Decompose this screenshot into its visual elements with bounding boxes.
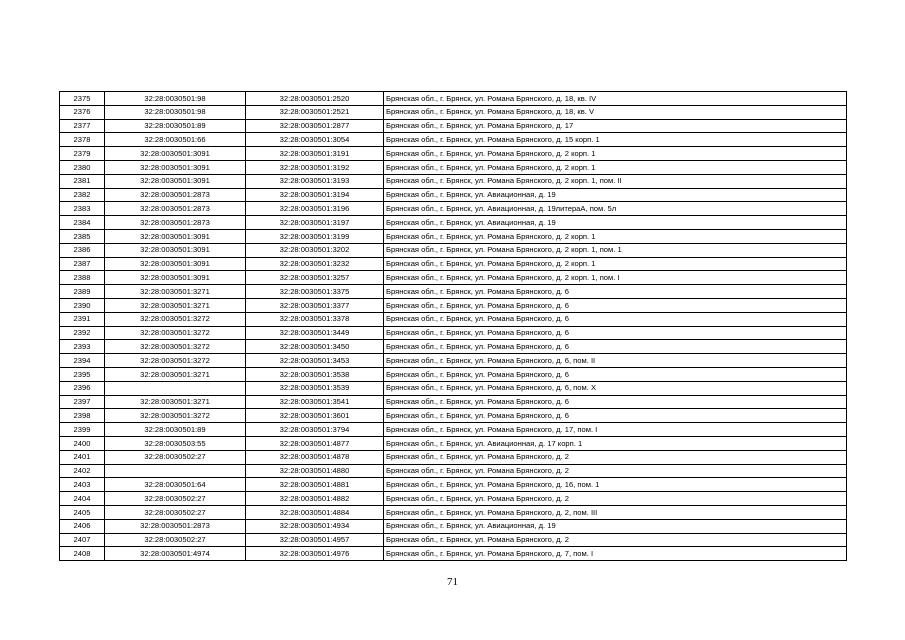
row-number-cell: 2392 (60, 326, 105, 340)
table-row (60, 450, 847, 464)
address-cell: Брянская обл., г. Брянск, ул. Романа Брянского, д. 6 (384, 409, 847, 423)
parcel-number-cell: 32:28:0030501:4974 (105, 547, 246, 561)
object-number-cell: 32:28:0030501:3377 (246, 298, 384, 312)
table-row (60, 188, 847, 202)
address-cell: Брянская обл., г. Брянск, ул. Романа Брянского, д. 16, пом. 1 (384, 478, 847, 492)
object-number-cell: 32:28:0030501:3539 (246, 381, 384, 395)
parcel-number-cell: 32:28:0030501:3272 (105, 326, 246, 340)
object-number-cell: 32:28:0030501:3257 (246, 271, 384, 285)
parcel-number-cell: 32:28:0030501:3091 (105, 271, 246, 285)
table-row (60, 519, 847, 533)
table-row (60, 298, 847, 312)
parcel-number-cell: 32:28:0030501:3271 (105, 285, 246, 299)
row-number-cell: 2386 (60, 243, 105, 257)
table-row (60, 395, 847, 409)
row-number-cell: 2406 (60, 519, 105, 533)
table-row (60, 229, 847, 243)
row-number-cell: 2400 (60, 436, 105, 450)
row-number-cell: 2379 (60, 147, 105, 161)
parcel-number-cell: 32:28:0030501:3272 (105, 340, 246, 354)
row-number-cell: 2405 (60, 505, 105, 519)
parcel-number-cell: 32:28:0030501:3272 (105, 312, 246, 326)
address-cell: Брянская обл., г. Брянск, ул. Романа Брянского, д. 2 корп. 1, пом. 1 (384, 243, 847, 257)
object-number-cell: 32:28:0030501:3449 (246, 326, 384, 340)
table-row (60, 257, 847, 271)
address-cell: Брянская обл., г. Брянск, ул. Романа Брянского, д. 2 (384, 492, 847, 506)
object-number-cell: 32:28:0030501:4877 (246, 436, 384, 450)
parcel-number-cell: 32:28:0030501:3091 (105, 147, 246, 161)
row-number-cell: 2378 (60, 133, 105, 147)
object-number-cell: 32:28:0030501:2877 (246, 119, 384, 133)
row-number-cell: 2407 (60, 533, 105, 547)
object-number-cell: 32:28:0030501:2520 (246, 92, 384, 106)
object-number-cell: 32:28:0030501:3196 (246, 202, 384, 216)
parcel-number-cell: 32:28:0030502:27 (105, 505, 246, 519)
object-number-cell: 32:28:0030501:4881 (246, 478, 384, 492)
table-row (60, 216, 847, 230)
parcel-number-cell: 32:28:0030501:3271 (105, 367, 246, 381)
object-number-cell: 32:28:0030501:3232 (246, 257, 384, 271)
parcel-number-cell: 32:28:0030502:27 (105, 492, 246, 506)
object-number-cell: 32:28:0030501:4934 (246, 519, 384, 533)
page-number: 71 (447, 576, 458, 588)
address-cell: Брянская обл., г. Брянск, ул. Романа Брянского, д. 18, кв. V (384, 105, 847, 119)
address-cell: Брянская обл., г. Брянск, ул. Романа Брянского, д. 2 (384, 533, 847, 547)
row-number-cell: 2393 (60, 340, 105, 354)
row-number-cell: 2395 (60, 367, 105, 381)
object-number-cell: 32:28:0030501:3541 (246, 395, 384, 409)
address-cell: Брянская обл., г. Брянск, ул. Романа Брянского, д. 7, пом. I (384, 547, 847, 561)
parcel-number-cell: 32:28:0030503:55 (105, 436, 246, 450)
parcel-number-cell: 32:28:0030501:3091 (105, 174, 246, 188)
address-cell: Брянская обл., г. Брянск, ул. Романа Брянского, д. 6, пом. X (384, 381, 847, 395)
row-number-cell: 2376 (60, 105, 105, 119)
parcel-number-cell: 32:28:0030501:3271 (105, 298, 246, 312)
table-row (60, 312, 847, 326)
table-row (60, 92, 847, 106)
address-cell: Брянская обл., г. Брянск, ул. Романа Брянского, д. 2 (384, 464, 847, 478)
table-row (60, 133, 847, 147)
address-cell: Брянская обл., г. Брянск, ул. Авиационная, д. 19 (384, 188, 847, 202)
row-number-cell: 2380 (60, 160, 105, 174)
parcel-number-cell: 32:28:0030501:2873 (105, 519, 246, 533)
table-row (60, 367, 847, 381)
parcel-number-cell: 32:28:0030501:3091 (105, 243, 246, 257)
address-cell: Брянская обл., г. Брянск, ул. Авиационная, д. 19 (384, 519, 847, 533)
row-number-cell: 2389 (60, 285, 105, 299)
table-row (60, 243, 847, 257)
parcel-number-cell: 32:28:0030501:64 (105, 478, 246, 492)
parcel-number-cell: 32:28:0030501:89 (105, 119, 246, 133)
table-row (60, 160, 847, 174)
address-cell: Брянская обл., г. Брянск, ул. Романа Брянского, д. 6 (384, 395, 847, 409)
table-row (60, 505, 847, 519)
object-number-cell: 32:28:0030501:3193 (246, 174, 384, 188)
table-row (60, 340, 847, 354)
object-number-cell: 32:28:0030501:3054 (246, 133, 384, 147)
address-cell: Брянская обл., г. Брянск, ул. Романа Брянского, д. 6 (384, 298, 847, 312)
object-number-cell: 32:28:0030501:4880 (246, 464, 384, 478)
row-number-cell: 2401 (60, 450, 105, 464)
table-row (60, 409, 847, 423)
row-number-cell: 2402 (60, 464, 105, 478)
table-row (60, 202, 847, 216)
parcel-number-cell: 32:28:0030501:3272 (105, 354, 246, 368)
object-number-cell: 32:28:0030501:4878 (246, 450, 384, 464)
address-cell: Брянская обл., г. Брянск, ул. Авиационная, д. 19 (384, 216, 847, 230)
parcel-number-cell: 32:28:0030501:3091 (105, 257, 246, 271)
address-cell: Брянская обл., г. Брянск, ул. Романа Брянского, д. 2 корп. 1 (384, 147, 847, 161)
row-number-cell: 2398 (60, 409, 105, 423)
object-number-cell: 32:28:0030501:4976 (246, 547, 384, 561)
row-number-cell: 2383 (60, 202, 105, 216)
address-cell: Брянская обл., г. Брянск, ул. Романа Брянского, д. 6 (384, 285, 847, 299)
object-number-cell: 32:28:0030501:4884 (246, 505, 384, 519)
address-cell: Брянская обл., г. Брянск, ул. Романа Брянского, д. 17 (384, 119, 847, 133)
registry-table-body (60, 92, 847, 561)
object-number-cell: 32:28:0030501:3199 (246, 229, 384, 243)
parcel-number-cell: 32:28:0030501:3091 (105, 160, 246, 174)
parcel-number-cell: 32:28:0030501:89 (105, 423, 246, 437)
address-cell: Брянская обл., г. Брянск, ул. Романа Брянского, д. 6 (384, 326, 847, 340)
row-number-cell: 2396 (60, 381, 105, 395)
row-number-cell: 2381 (60, 174, 105, 188)
table-row (60, 174, 847, 188)
object-number-cell: 32:28:0030501:3192 (246, 160, 384, 174)
row-number-cell: 2387 (60, 257, 105, 271)
address-cell: Брянская обл., г. Брянск, ул. Авиационная, д. 17 корп. 1 (384, 436, 847, 450)
address-cell: Брянская обл., г. Брянск, ул. Романа Брянского, д. 2 корп. 1, пом. II (384, 174, 847, 188)
row-number-cell: 2385 (60, 229, 105, 243)
row-number-cell: 2382 (60, 188, 105, 202)
table-row (60, 354, 847, 368)
parcel-number-cell (105, 464, 246, 478)
address-cell: Брянская обл., г. Брянск, ул. Романа Брянского, д. 2 корп. 1 (384, 160, 847, 174)
address-cell: Брянская обл., г. Брянск, ул. Романа Брянского, д. 15 корп. 1 (384, 133, 847, 147)
parcel-number-cell (105, 381, 246, 395)
address-cell: Брянская обл., г. Брянск, ул. Романа Брянского, д. 2 (384, 450, 847, 464)
parcel-number-cell: 32:28:0030501:3271 (105, 395, 246, 409)
parcel-number-cell: 32:28:0030502:27 (105, 450, 246, 464)
table-row (60, 436, 847, 450)
address-cell: Брянская обл., г. Брянск, ул. Романа Брянского, д. 17, пом. I (384, 423, 847, 437)
object-number-cell: 32:28:0030501:4957 (246, 533, 384, 547)
row-number-cell: 2404 (60, 492, 105, 506)
object-number-cell: 32:28:0030501:4882 (246, 492, 384, 506)
object-number-cell: 32:28:0030501:3453 (246, 354, 384, 368)
address-cell: Брянская обл., г. Брянск, ул. Романа Брянского, д. 6, пом. II (384, 354, 847, 368)
table-row (60, 285, 847, 299)
address-cell: Брянская обл., г. Брянск, ул. Романа Брянского, д. 2 корп. 1 (384, 257, 847, 271)
object-number-cell: 32:28:0030501:3450 (246, 340, 384, 354)
object-number-cell: 32:28:0030501:3794 (246, 423, 384, 437)
table-row (60, 423, 847, 437)
row-number-cell: 2399 (60, 423, 105, 437)
parcel-number-cell: 32:28:0030501:3091 (105, 229, 246, 243)
object-number-cell: 32:28:0030501:3601 (246, 409, 384, 423)
row-number-cell: 2384 (60, 216, 105, 230)
parcel-number-cell: 32:28:0030501:98 (105, 105, 246, 119)
table-row (60, 147, 847, 161)
object-number-cell: 32:28:0030501:2521 (246, 105, 384, 119)
address-cell: Брянская обл., г. Брянск, ул. Романа Брянского, д. 2, пом. III (384, 505, 847, 519)
row-number-cell: 2375 (60, 92, 105, 106)
row-number-cell: 2388 (60, 271, 105, 285)
row-number-cell: 2391 (60, 312, 105, 326)
object-number-cell: 32:28:0030501:3538 (246, 367, 384, 381)
parcel-number-cell: 32:28:0030501:98 (105, 92, 246, 106)
address-cell: Брянская обл., г. Брянск, ул. Романа Брянского, д. 6 (384, 340, 847, 354)
row-number-cell: 2394 (60, 354, 105, 368)
table-row (60, 326, 847, 340)
row-number-cell: 2377 (60, 119, 105, 133)
table-row (60, 119, 847, 133)
parcel-number-cell: 32:28:0030501:2873 (105, 188, 246, 202)
address-cell: Брянская обл., г. Брянск, ул. Авиационная, д. 19литераА, пом. 5л (384, 202, 847, 216)
object-number-cell: 32:28:0030501:3378 (246, 312, 384, 326)
address-cell: Брянская обл., г. Брянск, ул. Романа Брянского, д. 2 корп. 1 (384, 229, 847, 243)
table-row (60, 105, 847, 119)
table-row (60, 271, 847, 285)
parcel-number-cell: 32:28:0030502:27 (105, 533, 246, 547)
row-number-cell: 2408 (60, 547, 105, 561)
row-number-cell: 2390 (60, 298, 105, 312)
address-cell: Брянская обл., г. Брянск, ул. Романа Брянского, д. 2 корп. 1, пом. I (384, 271, 847, 285)
table-row (60, 547, 847, 561)
parcel-number-cell: 32:28:0030501:3272 (105, 409, 246, 423)
object-number-cell: 32:28:0030501:3191 (246, 147, 384, 161)
registry-table (59, 91, 847, 561)
object-number-cell: 32:28:0030501:3194 (246, 188, 384, 202)
table-row (60, 492, 847, 506)
address-cell: Брянская обл., г. Брянск, ул. Романа Брянского, д. 6 (384, 312, 847, 326)
parcel-number-cell: 32:28:0030501:2873 (105, 216, 246, 230)
parcel-number-cell: 32:28:0030501:2873 (105, 202, 246, 216)
address-cell: Брянская обл., г. Брянск, ул. Романа Брянского, д. 6 (384, 367, 847, 381)
table-row (60, 381, 847, 395)
row-number-cell: 2403 (60, 478, 105, 492)
object-number-cell: 32:28:0030501:3202 (246, 243, 384, 257)
parcel-number-cell: 32:28:0030501:66 (105, 133, 246, 147)
table-row (60, 464, 847, 478)
table-row (60, 478, 847, 492)
address-cell: Брянская обл., г. Брянск, ул. Романа Брянского, д. 18, кв. IV (384, 92, 847, 106)
table-row (60, 533, 847, 547)
object-number-cell: 32:28:0030501:3375 (246, 285, 384, 299)
object-number-cell: 32:28:0030501:3197 (246, 216, 384, 230)
row-number-cell: 2397 (60, 395, 105, 409)
